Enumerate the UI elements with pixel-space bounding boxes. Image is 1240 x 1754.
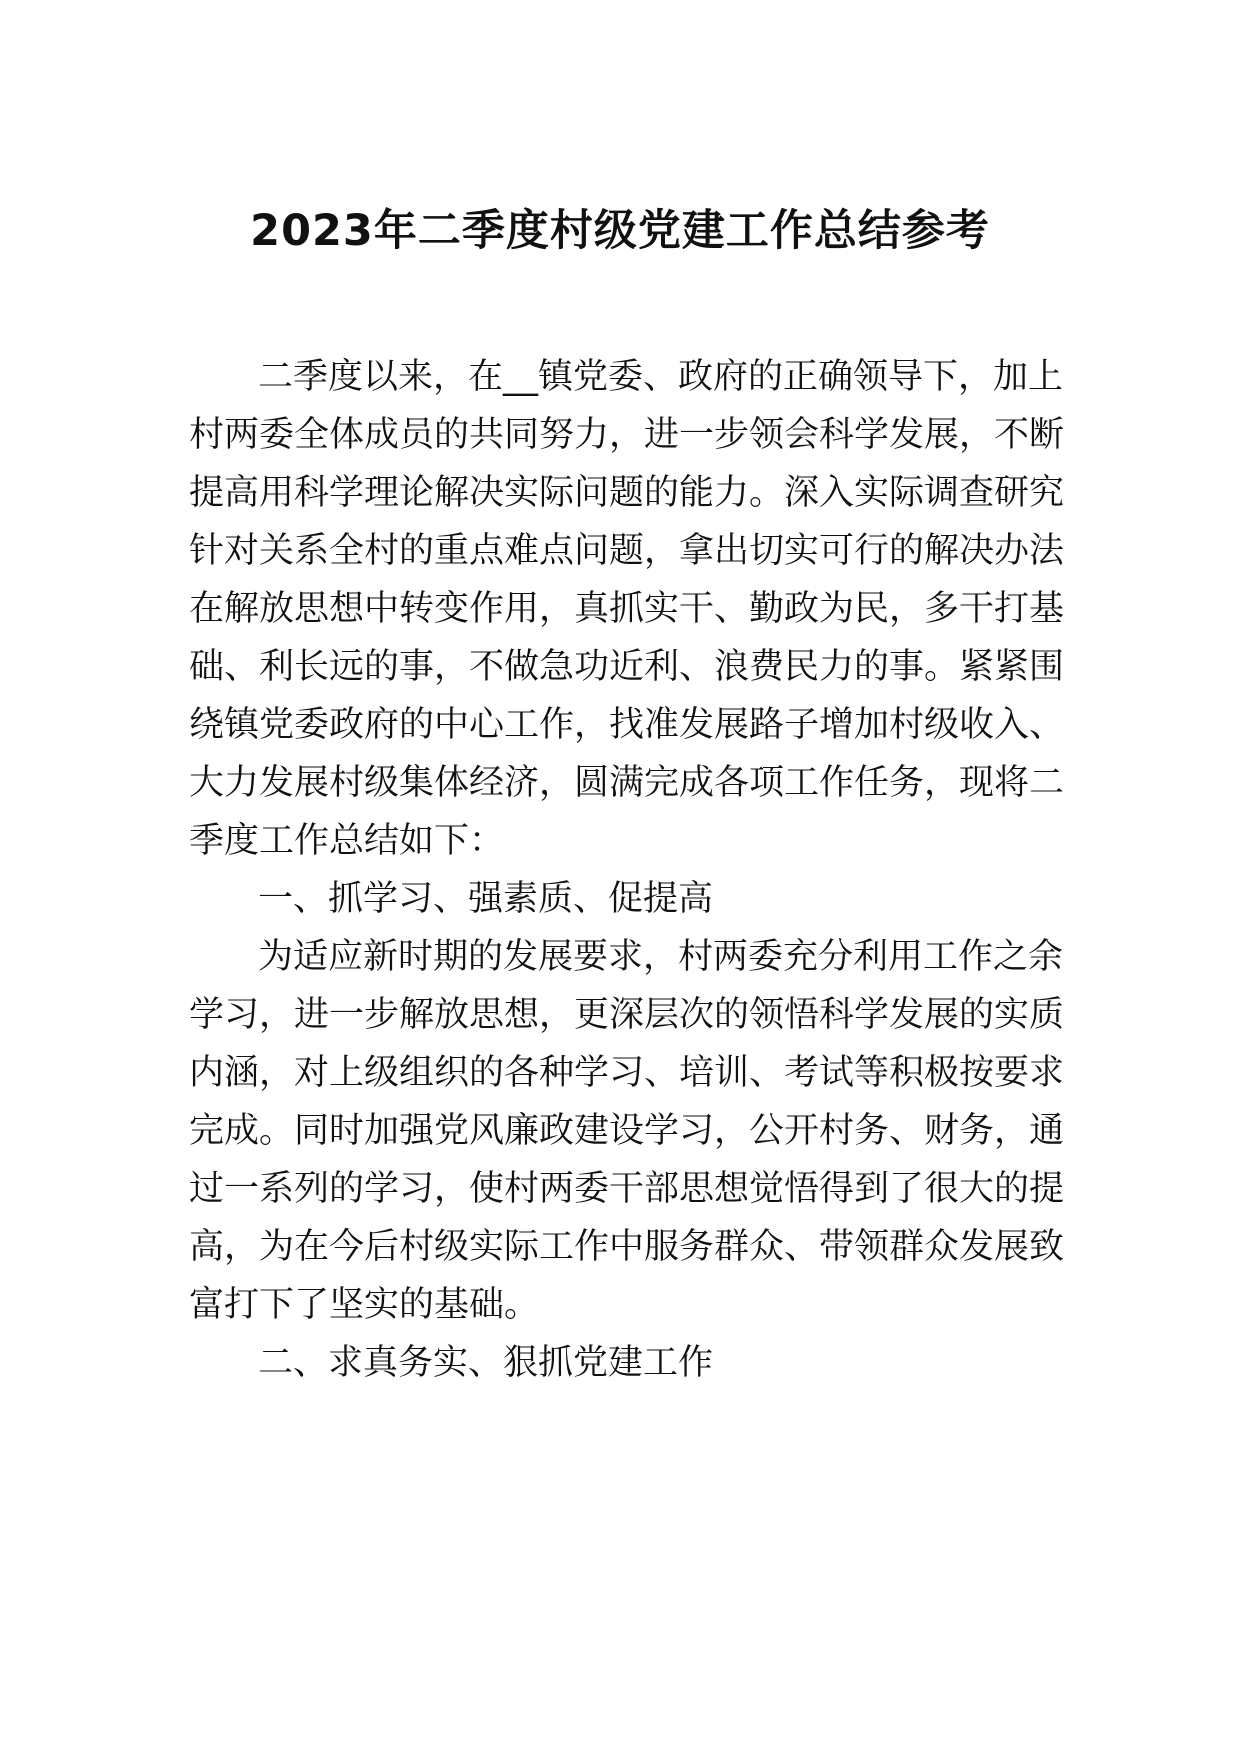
paragraph-1-line-3: 提高用科学理论解决实际问题的能力。深入实际调查研究 bbox=[189, 473, 1065, 513]
paragraph-1-line-1: 二季度以来，在__镇党委、政府的正确领导下，加上 bbox=[258, 357, 1064, 397]
paragraph-1-line-4: 针对关系全村的重点难点问题，拿出切实可行的解决办法 bbox=[189, 531, 1065, 571]
paragraph-1-line-8: 大力发展村级集体经济，圆满完成各项工作任务，现将二 bbox=[189, 763, 1065, 803]
paragraph-2-line-1: 为适应新时期的发展要求，村两委充分利用工作之余 bbox=[258, 937, 1064, 977]
paragraph-1-line-5: 在解放思想中转变作用，真抓实干、勤政为民，多干打基 bbox=[189, 589, 1065, 629]
paragraph-2-line-3: 内涵，对上级组织的各种学习、培训、考试等积极按要求 bbox=[189, 1053, 1065, 1093]
paragraph-2-line-7: 富打下了坚实的基础。 bbox=[189, 1285, 540, 1325]
paragraph-1-line-9: 季度工作总结如下： bbox=[189, 821, 505, 861]
paragraph-2-line-5: 过一系列的学习，使村两委干部思想觉悟得到了很大的提 bbox=[189, 1169, 1065, 1209]
document-title: 2023年二季度村级党建工作总结参考 bbox=[250, 206, 990, 256]
paragraph-1-line-2: 村两委全体成员的共同努力，进一步领会科学发展，不断 bbox=[189, 415, 1065, 455]
paragraph-1-line-7: 绕镇党委政府的中心工作，找准发展路子增加村级收入、 bbox=[189, 705, 1065, 745]
section-heading-2: 二、求真务实、狠抓党建工作 bbox=[258, 1343, 714, 1383]
paragraph-2-line-6: 高，为在今后村级实际工作中服务群众、带领群众发展致 bbox=[189, 1227, 1065, 1267]
paragraph-2-line-4: 完成。同时加强党风廉政建设学习，公开村务、财务，通 bbox=[189, 1111, 1065, 1151]
paragraph-2-line-2: 学习，进一步解放思想，更深层次的领悟科学发展的实质 bbox=[189, 995, 1065, 1035]
paragraph-1-line-6: 础、利长远的事，不做急功近利、浪费民力的事。紧紧围 bbox=[189, 647, 1065, 687]
section-heading-1: 一、抓学习、强素质、促提高 bbox=[258, 879, 714, 919]
